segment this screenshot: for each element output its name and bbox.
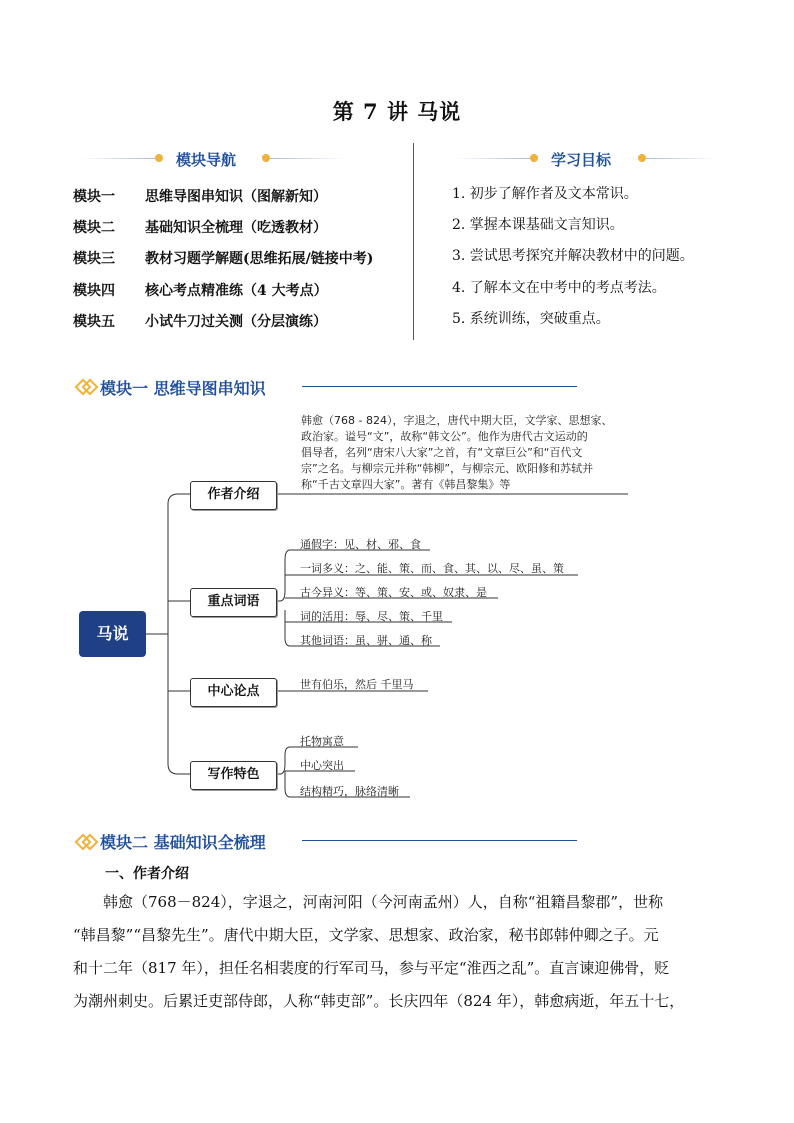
goal-item: 1. 初步了解作者及文本常识。 [452, 186, 638, 202]
goal-item: 4. 了解本文在中考中的考点考法。 [452, 280, 666, 296]
author-text: 韩愈（768 - 824），字退之，唐代中期大臣，文学家、思想家、 政治家。谥号“文”，故称“韩文公”。他作为唐代古文运动的 倡导者，名列“唐宋八大家”之首，有“文章巨公”和“百代文 宗”之名。与柳宗元并称“韩柳”，与柳宗元、欧阳修和苏轼并 称“千古文章四大家”。著有《韩昌黎集》等 [301, 414, 613, 491]
node-key-words: 重点词语 [190, 588, 277, 617]
leaf-item: 一词多义：之、能、策、而、食、其、以、尽、虽、策 [300, 562, 564, 575]
nav-item[interactable]: 模块三 教材习题学解题(思维拓展/链接中考) [73, 251, 374, 267]
goal-item: 2. 掌握本课基础文言知识。 [452, 217, 624, 233]
goal-item: 3. 尝试思考探究并解决教材中的问题。 [452, 248, 694, 264]
section-title: 模块一 思维导图串知识 [100, 379, 266, 398]
leaf-item: 古今异义：等、策、安、或、奴隶、是 [300, 586, 487, 599]
mindmap-root: 马说 [79, 611, 146, 657]
node-thesis: 中心论点 [190, 678, 277, 707]
leaf-item: 词的活用：辱、尽、策、千里 [300, 610, 443, 623]
leaf-item: 世有伯乐，然后 千里马 [300, 678, 414, 691]
nav-item[interactable]: 模块二 基础知识全梳理（吃透教材） [73, 220, 327, 236]
leaf-item: 其他词语：虽、骈、通、称 [300, 634, 432, 647]
subheading: 一、作者介绍 [105, 866, 189, 882]
leaf-item: 中心突出 [300, 759, 344, 772]
section-title: 模块二 基础知识全梳理 [100, 833, 266, 852]
nav-header: 模块导航 [176, 151, 237, 169]
nav-item[interactable]: 模块五 小试牛刀过关测（分层演练） [73, 314, 327, 330]
nav-item[interactable]: 模块四 核心考点精准练（4 大考点） [73, 283, 328, 299]
node-author: 作者介绍 [190, 481, 277, 510]
leaf-item: 通假字：见、材、邪、食 [300, 538, 421, 551]
page-title: 第 7 讲 马说 [332, 99, 462, 124]
section-line [302, 840, 577, 841]
nav-item[interactable]: 模块一 思维导图串知识（图解新知） [73, 189, 327, 205]
leaf-item: 结构精巧，脉络清晰 [300, 785, 399, 798]
body-paragraph: 韩愈（768－824），字退之，河南河阳（今河南孟州）人，自称“祖籍昌黎郡”，世称 “韩昌黎”“昌黎先生”。唐代中期大臣，文学家、思想家、政治家，秘书郎韩仲卿之子。元 和十二年（817 年），担任名相裴度的行军司马，参与平定“淮西之乱”。直言谏迎佛骨，贬 为潮州刺史。后累迁吏部侍郎，人称“韩吏部”。长庆四年（824 年），韩愈病逝，年五十七， [73, 893, 685, 1010]
goal-item: 5. 系统训练，突破重点。 [452, 311, 610, 327]
leaf-item: 托物寓意 [300, 735, 344, 748]
node-writing-style: 写作特色 [190, 761, 277, 790]
goals-header: 学习目标 [551, 151, 612, 169]
